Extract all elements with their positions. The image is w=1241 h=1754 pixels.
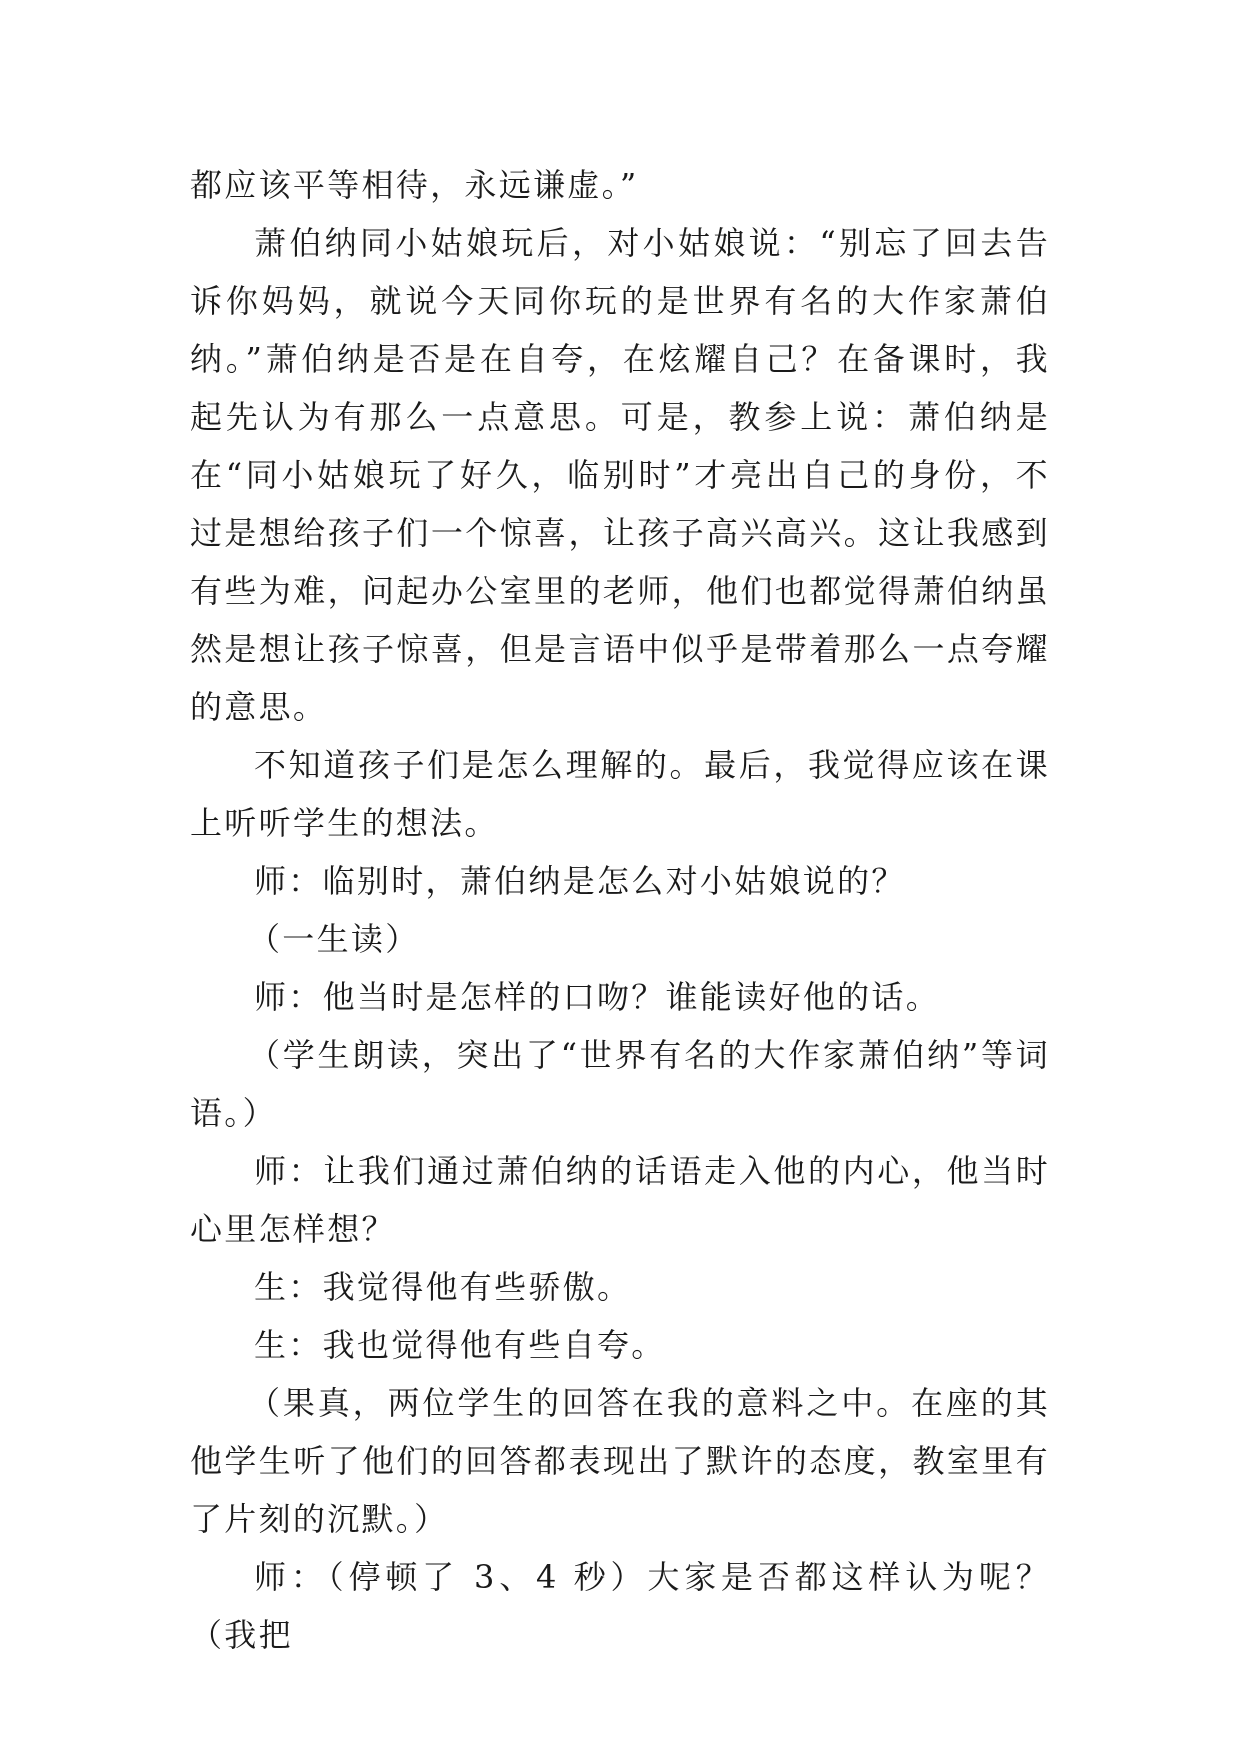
paragraph-shaw-reflection: 萧伯纳同小姑娘玩后，对小姑娘说：“别忘了回去告诉你妈妈，就说今天同你玩的是世界有名的大作家萧伯纳。”萧伯纳是否是在自夸，在炫耀自己？在备课时，我起先认为有那么一点意思。可是，教参上说：萧伯纳是在“同小姑娘玩了好久，临别时”才亮出自己的身份，不过是想给孩子们一个惊喜，让孩子高兴高兴。这让我感到有些为难，问起办公室里的老师，他们也都觉得萧伯纳虽然是想让孩子惊喜，但是言语中似乎是带着那么一点夸耀的意思。	[190, 224, 1050, 726]
paragraph-continuation: 都应该平等相待，永远谦虚。”	[190, 166, 639, 204]
stage-note-student-reads: （一生读）	[248, 920, 420, 958]
dialogue-student-answer-2: 生：我也觉得他有些自夸。	[254, 1326, 666, 1364]
dialogue-teacher-question-2: 师：他当时是怎样的口吻？谁能读好他的话。	[254, 978, 941, 1016]
stage-note-classroom-silence: （果真，两位学生的回答在我的意料之中。在座的其他学生听了他们的回答都表现出了默许的态度，教室里有了片刻的沉默。）	[190, 1384, 1050, 1538]
dialogue-teacher-question-1: 师：临别时，萧伯纳是怎么对小姑娘说的？	[254, 862, 906, 900]
dialogue-teacher-question-4: 师：（停顿了 3、4 秒）大家是否都这样认为呢？（我把	[190, 1558, 1050, 1654]
dialogue-student-answer-1: 生：我觉得他有些骄傲。	[254, 1268, 632, 1306]
stage-note-student-recites: （学生朗读，突出了“世界有名的大作家萧伯纳”等词语。）	[190, 1036, 1050, 1132]
document-body	[190, 156, 1050, 1664]
paragraph-student-thoughts: 不知道孩子们是怎么理解的。最后，我觉得应该在课上听听学生的想法。	[190, 746, 1050, 842]
dialogue-teacher-question-3: 师：让我们通过萧伯纳的话语走入他的内心，他当时心里怎样想？	[190, 1152, 1050, 1248]
